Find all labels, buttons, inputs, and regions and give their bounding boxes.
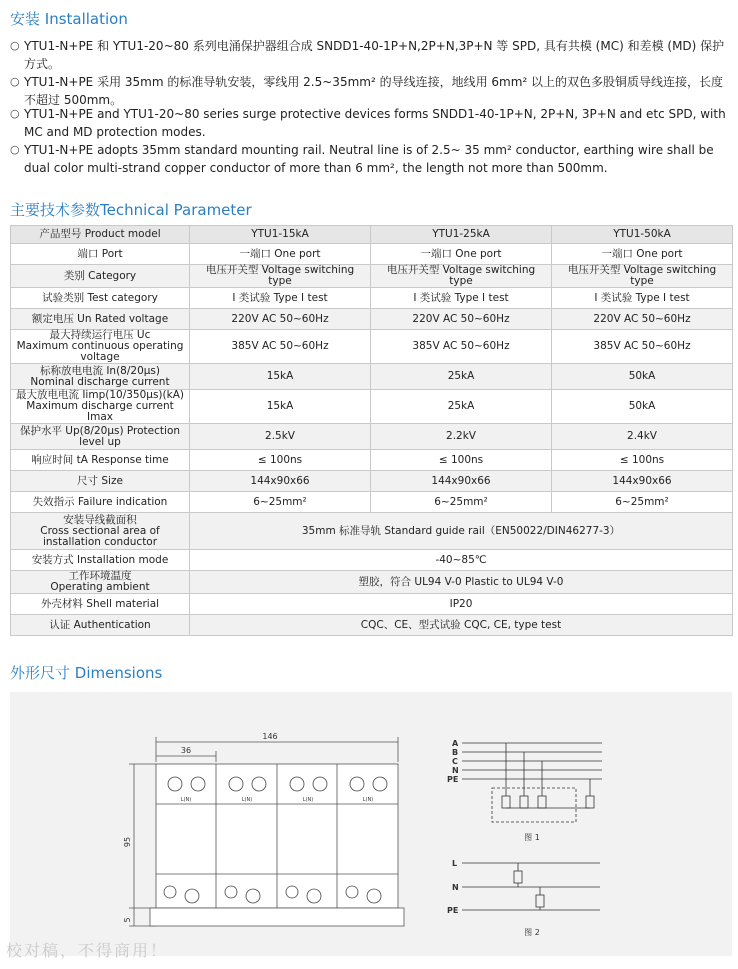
line-label: B [452, 748, 459, 757]
installation-bullets-en [10, 105, 732, 177]
table-cell: YTU1-50kA [552, 226, 733, 244]
table-cell: 电压开关型 Voltage switching type [371, 265, 552, 288]
table-cell: 25kA [371, 364, 552, 390]
table-cell: 尺寸 Size [11, 471, 190, 492]
table-cell: 220V AC 50~60Hz [371, 309, 552, 330]
table-cell: YTU1-15kA [190, 226, 371, 244]
table-cell: 15kA [190, 390, 371, 424]
table-cell: CQC、CE、型式试验 CQC, CE, type test [190, 615, 733, 636]
bullet-text: YTU1-N+PE and YTU1-20~80 series surge protective devices forms SNDD1-40-1P+N, 2P+N, 3P+N and etc SPD, with MC and MD protection modes. [24, 107, 726, 139]
list-item [10, 73, 732, 109]
table-cell: 50kA [552, 390, 733, 424]
table-cell: 认证 Authentication [11, 615, 190, 636]
base-label: 5 [123, 917, 132, 923]
table-cell: 端口 Port [11, 244, 190, 265]
table-cell: 响应时间 tA Response time [11, 450, 190, 471]
bullet-text: YTU1-N+PE 采用 35mm 的标准导轨安装，零线用 2.5~35mm² 的导线连接，地线用 6mm² 以上的双色多股铜质导线连接，长度不超过 500mm。 [24, 75, 724, 107]
list-item [10, 141, 732, 177]
table-cell: 25kA [371, 390, 552, 424]
table-cell: 2.2kV [371, 424, 552, 450]
table-cell: I 类试验 Type I test [552, 288, 733, 309]
table-cell: 385V AC 50~60Hz [190, 330, 371, 364]
height-label: 95 [123, 836, 132, 848]
line-label: A [452, 739, 459, 748]
table-row [11, 471, 733, 492]
line-label: C [452, 757, 458, 766]
table-cell: 2.4kV [552, 424, 733, 450]
table-row [11, 513, 733, 550]
table-row [11, 450, 733, 471]
table-cell: 35mm 标准导轨 Standard guide rail（EN50022/DIN46277-3） [190, 513, 733, 550]
table-cell: 220V AC 50~60Hz [552, 309, 733, 330]
table-cell: 产品型号 Product model [11, 226, 190, 244]
installation-title: 安装 Installation [10, 10, 128, 28]
circle-bullet-icon: ○ [10, 39, 20, 52]
table-cell: ≤ 100ns [552, 450, 733, 471]
bullet-text: YTU1-N+PE 和 YTU1-20~80 系列电涌保护器组合成 SNDD1-40-1P+N,2P+N,3P+N 等 SPD, 具有共模 (MC) 和差模 (MD) 保护方式。 [24, 39, 725, 71]
table-cell: 保护水平 Up(8/20μs) Protection level up [11, 424, 190, 450]
installation-bullets-cn [10, 37, 732, 109]
table-row [11, 492, 733, 513]
table-row [11, 594, 733, 615]
table-cell: -40~85℃ [190, 550, 733, 571]
table-cell: I 类试验 Type I test [371, 288, 552, 309]
table-cell: ≤ 100ns [371, 450, 552, 471]
module-width-label: 36 [180, 746, 192, 755]
module-tag: L(N) [302, 797, 314, 803]
table-row [11, 364, 733, 390]
table-cell: 安装导线截面积 Cross sectional area of installation conductor [11, 513, 190, 550]
table-cell: 6~25mm² [190, 492, 371, 513]
list-item [10, 37, 732, 73]
table-cell: 外壳材料 Shell material [11, 594, 190, 615]
watermark: 校对稿，不得商用！ [6, 941, 169, 960]
line-label: PE [447, 906, 459, 915]
circle-bullet-icon: ○ [10, 75, 20, 88]
parameters-title: 主要技术参数Technical Parameter [10, 201, 252, 219]
module-tag: L(N) [362, 797, 374, 803]
circle-bullet-icon: ○ [10, 107, 20, 120]
dimension-drawing [10, 692, 732, 956]
table-cell: 最大持续运行电压 Uc Maximum continuous operating voltage [11, 330, 190, 364]
table-row [11, 265, 733, 288]
table-cell: 一端口 One port [190, 244, 371, 265]
list-item [10, 105, 732, 141]
table-row [11, 244, 733, 265]
line-label: PE [447, 775, 459, 784]
table-row [11, 424, 733, 450]
table-row [11, 615, 733, 636]
parameter-table [10, 225, 733, 636]
table-cell: 标称放电电流 In(8/20μs) Nominal discharge current [11, 364, 190, 390]
table-cell: ≤ 100ns [190, 450, 371, 471]
table-cell: 385V AC 50~60Hz [552, 330, 733, 364]
diagram1-caption: 图 1 [524, 833, 540, 842]
table-cell: 144x90x66 [552, 471, 733, 492]
table-cell: 电压开关型 Voltage switching type [552, 265, 733, 288]
table-cell: 工作环境温度 Operating ambient [11, 571, 190, 594]
line-label: N [452, 883, 459, 892]
table-cell: 50kA [552, 364, 733, 390]
module-tag: L(N) [180, 797, 192, 803]
table-cell: IP20 [190, 594, 733, 615]
table-row [11, 309, 733, 330]
table-row [11, 550, 733, 571]
table-row [11, 330, 733, 364]
table-cell: I 类试验 Type I test [190, 288, 371, 309]
table-row [11, 226, 733, 244]
table-cell: 2.5kV [190, 424, 371, 450]
table-cell: 144x90x66 [190, 471, 371, 492]
table-cell: YTU1-25kA [371, 226, 552, 244]
table-cell: 144x90x66 [371, 471, 552, 492]
table-cell: 385V AC 50~60Hz [371, 330, 552, 364]
line-label: L [452, 859, 458, 868]
table-cell: 一端口 One port [371, 244, 552, 265]
table-cell: 电压开关型 Voltage switching type [190, 265, 371, 288]
circle-bullet-icon: ○ [10, 143, 20, 156]
table-cell: 塑胶，符合 UL94 V-0 Plastic to UL94 V-0 [190, 571, 733, 594]
table-cell: 失效指示 Failure indication [11, 492, 190, 513]
table-cell: 一端口 One port [552, 244, 733, 265]
table-cell: 15kA [190, 364, 371, 390]
table-cell: 类别 Category [11, 265, 190, 288]
width-label: 146 [262, 732, 278, 741]
table-cell: 220V AC 50~60Hz [190, 309, 371, 330]
table-row [11, 571, 733, 594]
table-row [11, 390, 733, 424]
bullet-text: YTU1-N+PE adopts 35mm standard mounting rail. Neutral line is of 2.5~ 35 mm² conductor, earthing wire shall be dual color multi-strand copper conductor of more than 6 mm², the length not more than 500mm. [24, 143, 714, 175]
table-cell: 6~25mm² [552, 492, 733, 513]
table-row [11, 288, 733, 309]
table-cell: 额定电压 Un Rated voltage [11, 309, 190, 330]
diagram2-caption: 图 2 [524, 928, 540, 937]
line-label: N [452, 766, 459, 775]
table-cell: 安装方式 Installation mode [11, 550, 190, 571]
table-cell: 最大放电电流 Iimp(10/350μs)(kA) Maximum discharge current Imax [11, 390, 190, 424]
table-cell: 6~25mm² [371, 492, 552, 513]
dimensions-title: 外形尺寸 Dimensions [10, 664, 163, 682]
dimensions-panel [10, 692, 732, 956]
table-cell: 试验类别 Test category [11, 288, 190, 309]
module-tag: L(N) [241, 797, 253, 803]
